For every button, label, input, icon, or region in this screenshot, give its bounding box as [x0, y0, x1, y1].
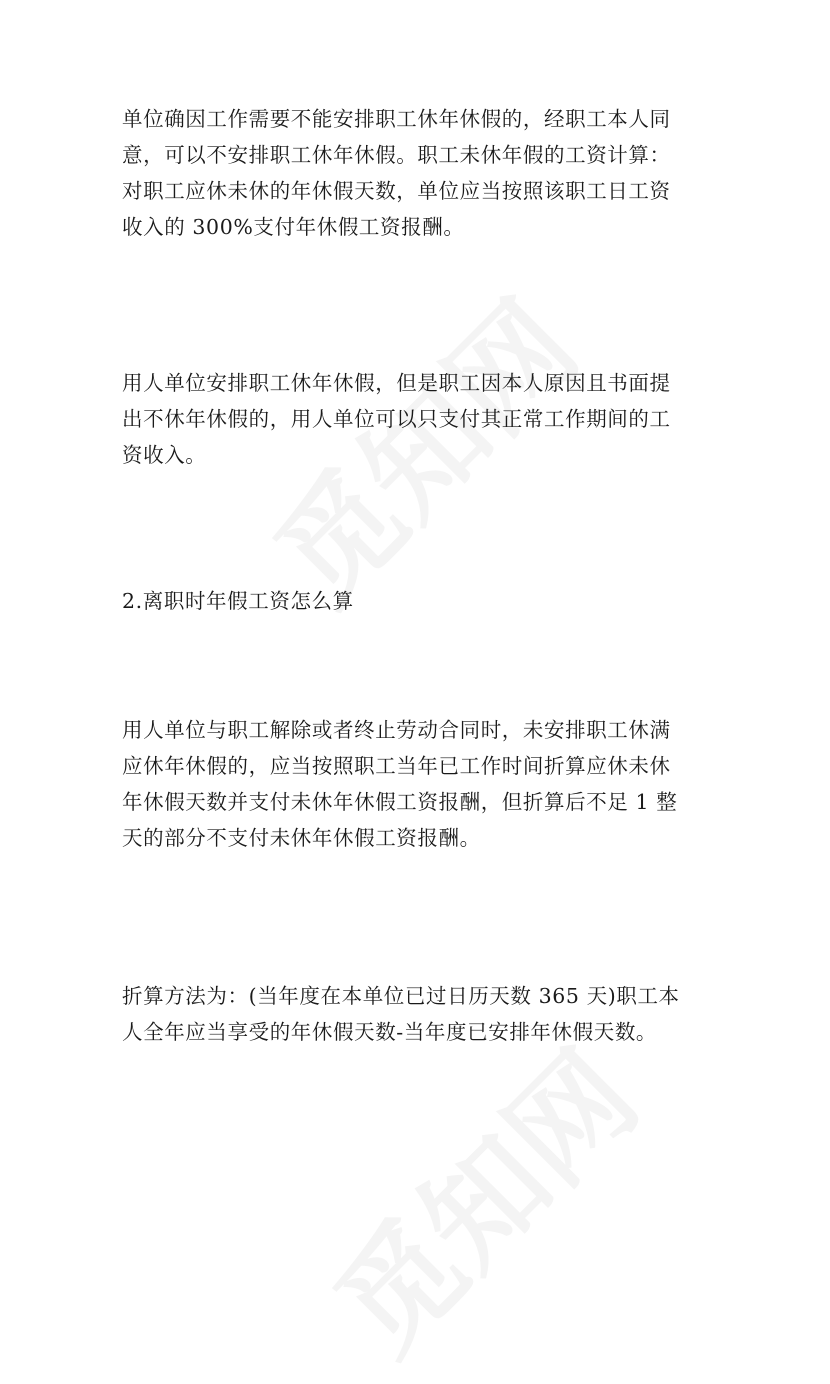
- text-line: 用人单位安排职工休年休假，但是职工因本人原因且书面提: [122, 371, 671, 395]
- text-line: 单位确因工作需要不能安排职工休年休假的，经职工本人同: [122, 107, 671, 131]
- text-line: 收入的 300%支付年休假工资报酬。: [122, 215, 465, 239]
- text-line: 2.离职时年假工资怎么算: [122, 589, 354, 613]
- text-line: 应休年休假的，应当按照职工当年已工作时间折算应休未休: [122, 754, 671, 778]
- text-line: 用人单位与职工解除或者终止劳动合同时，未安排职工休满: [122, 718, 671, 742]
- text-line: 对职工应休未休的年休假天数，单位应当按照该职工日工资: [122, 179, 671, 203]
- text-line: 天的部分不支付未休年休假工资报酬。: [122, 826, 481, 850]
- watermark: [292, 1008, 668, 1384]
- text-line: 意，可以不安排职工休年休假。职工未休年假的工资计算：: [122, 143, 671, 167]
- text-line: 人全年应当享受的年休假天数-当年度已安排年休假天数。: [122, 1020, 658, 1044]
- paragraph: [122, 101, 722, 245]
- text-line: 出不休年休假的，用人单位可以只支付其正常工作期间的工: [122, 407, 671, 431]
- text-line: 年休假天数并支付未休年休假工资报酬，但折算后不足 1 整: [122, 790, 678, 814]
- paragraph: [122, 365, 722, 473]
- text-line: 资收入。: [122, 443, 207, 467]
- text-line: 折算方法为：(当年度在本单位已过日历天数 365 天)职工本: [122, 984, 680, 1008]
- paragraph: [122, 978, 722, 1050]
- section-heading: [122, 583, 722, 619]
- paragraph: [122, 712, 722, 856]
